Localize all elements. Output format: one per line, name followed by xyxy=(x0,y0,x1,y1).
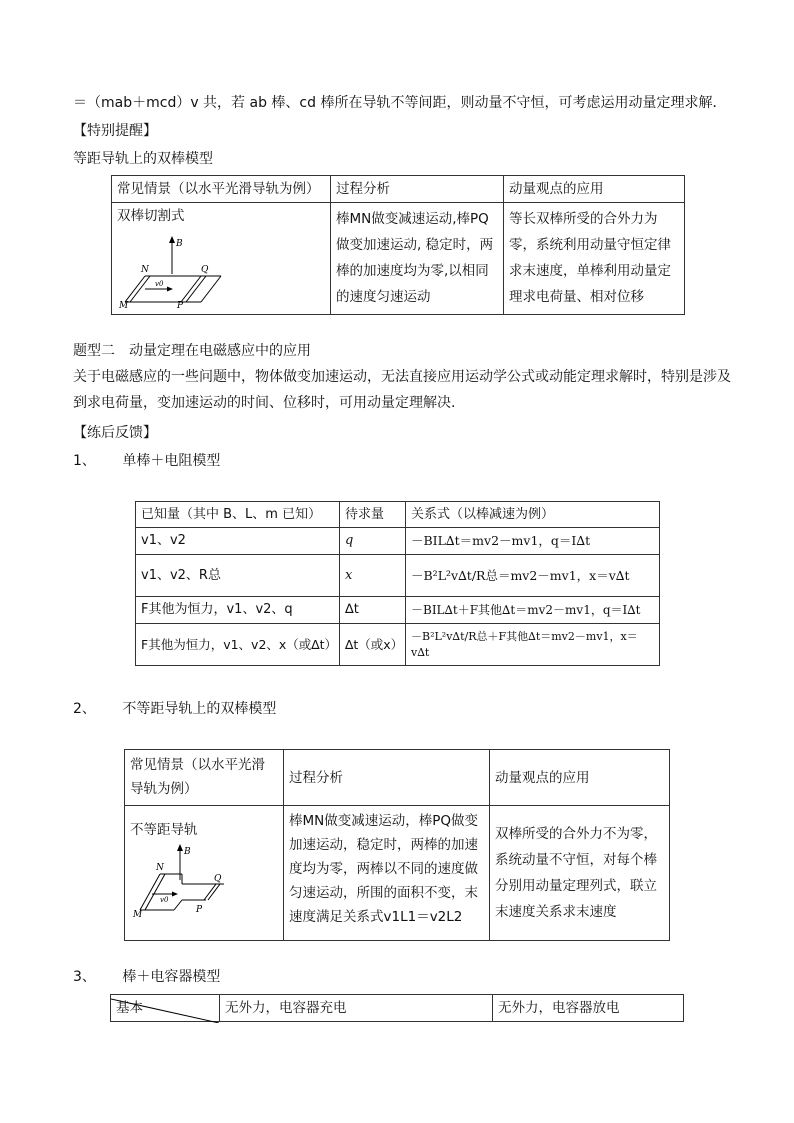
table-row xyxy=(136,624,660,666)
relation-cell: －BIL∆t＝mv2－mv1，q＝I∆t xyxy=(406,528,660,555)
table-header: 已知量（其中 B、L、m 已知） xyxy=(136,502,340,528)
item-title: 不等距导轨上的双棒模型 xyxy=(122,701,277,717)
table-header: 常见情景（以水平光滑导轨为例） xyxy=(112,176,331,203)
label-N: N xyxy=(156,863,164,873)
model1-title: 等距导轨上的双棒模型 xyxy=(73,151,213,167)
table-header-row xyxy=(111,995,684,1022)
table-row xyxy=(112,203,685,315)
item2-heading xyxy=(73,699,276,719)
table-header: 过程分析 xyxy=(331,176,504,203)
item-title: 单棒＋电阻模型 xyxy=(122,453,221,469)
item-number: 1、 xyxy=(73,453,96,469)
unequal-rails-diagram xyxy=(130,840,240,918)
label-M: M xyxy=(133,910,143,918)
analysis-cell: 棒MN做变减速运动,棒PQ做变加速运动, 稳定时，两棒的加速度均为零,以相同的速度匀速运动 xyxy=(331,203,504,315)
label-P: P xyxy=(196,905,203,915)
section2-title: 题型二 动量定理在电磁感应中的应用 xyxy=(73,343,311,359)
scene-cell xyxy=(112,203,331,315)
table-header: 无外力，电容器充电 xyxy=(220,995,493,1022)
double-rod-diagram xyxy=(117,226,237,308)
table-header-row xyxy=(136,502,660,528)
table-row xyxy=(125,806,670,941)
table-header: 过程分析 xyxy=(284,750,490,806)
double-rod-equal-table xyxy=(111,175,685,315)
table-header: 基本 xyxy=(116,1000,143,1016)
label-P: P xyxy=(177,301,184,308)
table-row xyxy=(136,597,660,624)
item1-heading xyxy=(73,451,220,471)
scene-label: 不等距导轨 xyxy=(130,822,198,838)
label-v0: v0 xyxy=(155,280,164,288)
label-M: M xyxy=(119,301,129,308)
analysis-cell: 棒MN做变减速运动，棒PQ做变加速运动，稳定时，两棒的加速度均为零，两棒以不同的速度做匀速运动，所围的面积不变，末速度满足关系式v1L1＝v2L2 xyxy=(284,806,490,941)
double-rod-unequal-table xyxy=(124,749,670,941)
known-cell: F其他为恒力，v1、v2、q xyxy=(136,597,340,624)
item-number: 2、 xyxy=(73,701,96,717)
known-cell: v1、v2、R总 xyxy=(136,555,340,597)
diagonal-header-cell xyxy=(111,995,220,1022)
application-cell: 双棒所受的合外力不为零，系统动量不守恒，对每个棒分别用动量定理列式，联立末速度关系求末速度 xyxy=(490,806,670,941)
table-header-row xyxy=(125,750,670,806)
relation-cell: －BIL∆t＋F其他∆t＝mv2－mv1，q＝I∆t xyxy=(406,597,660,624)
item-title: 棒＋电容器模型 xyxy=(122,969,221,985)
application-cell: 等长双棒所受的合外力为零，系统利用动量守恒定律求末速度，单棒利用动量定理求电荷量、相对位移 xyxy=(504,203,685,315)
unknown-cell: q xyxy=(340,528,406,555)
scene-label: 双棒切割式 xyxy=(117,208,185,224)
unknown-cell: x xyxy=(340,555,406,597)
table-header: 无外力，电容器放电 xyxy=(493,995,684,1022)
table-row xyxy=(136,555,660,597)
known-cell: v1、v2 xyxy=(136,528,340,555)
item3-heading xyxy=(73,967,220,987)
label-B: B xyxy=(184,847,191,857)
label-Q: Q xyxy=(201,265,209,275)
table-header: 常见情景（以水平光滑导轨为例） xyxy=(125,750,284,806)
rod-capacitor-table xyxy=(110,994,684,1022)
label-Q: Q xyxy=(214,874,222,884)
table-header: 待求量 xyxy=(340,502,406,528)
table-header: 关系式（以棒减速为例） xyxy=(406,502,660,528)
table-header-row xyxy=(112,176,685,203)
label-v0: v0 xyxy=(160,896,169,904)
scene-cell xyxy=(125,806,284,941)
diagonal-line xyxy=(111,995,219,1023)
table-row xyxy=(136,528,660,555)
label-B: B xyxy=(176,239,183,249)
relation-cell: －B²L²v∆t/R总＝mv2－mv1，x＝v∆t xyxy=(406,555,660,597)
known-cell: F其他为恒力，v1、v2、x（或∆t） xyxy=(136,624,340,666)
table-header: 动量观点的应用 xyxy=(490,750,670,806)
table-header: 动量观点的应用 xyxy=(504,176,685,203)
intro-line: ＝（mab＋mcd）v 共，若 ab 棒、cd 棒所在导轨不等间距，则动量不守恒，可考虑运用动量定理求解． xyxy=(73,95,727,111)
label-N: N xyxy=(141,265,149,275)
special-tip-heading: 【特别提醒】 xyxy=(73,123,157,139)
feedback-heading: 【练后反馈】 xyxy=(73,425,157,441)
unknown-cell: ∆t（或x） xyxy=(340,624,406,666)
relation-cell: －B²L²v∆t/R总＋F其他∆t＝mv2－mv1，x＝v∆t xyxy=(406,624,660,666)
unknown-cell: ∆t xyxy=(340,597,406,624)
single-rod-table xyxy=(135,501,660,666)
section2-body: 关于电磁感应的一些问题中，物体做变加速运动，无法直接应用运动学公式或动能定理求解时，特别是涉及到求电荷量，变加速运动的时间、位移时，可用动量定理解决. xyxy=(73,369,731,411)
item-number: 3、 xyxy=(73,969,96,985)
